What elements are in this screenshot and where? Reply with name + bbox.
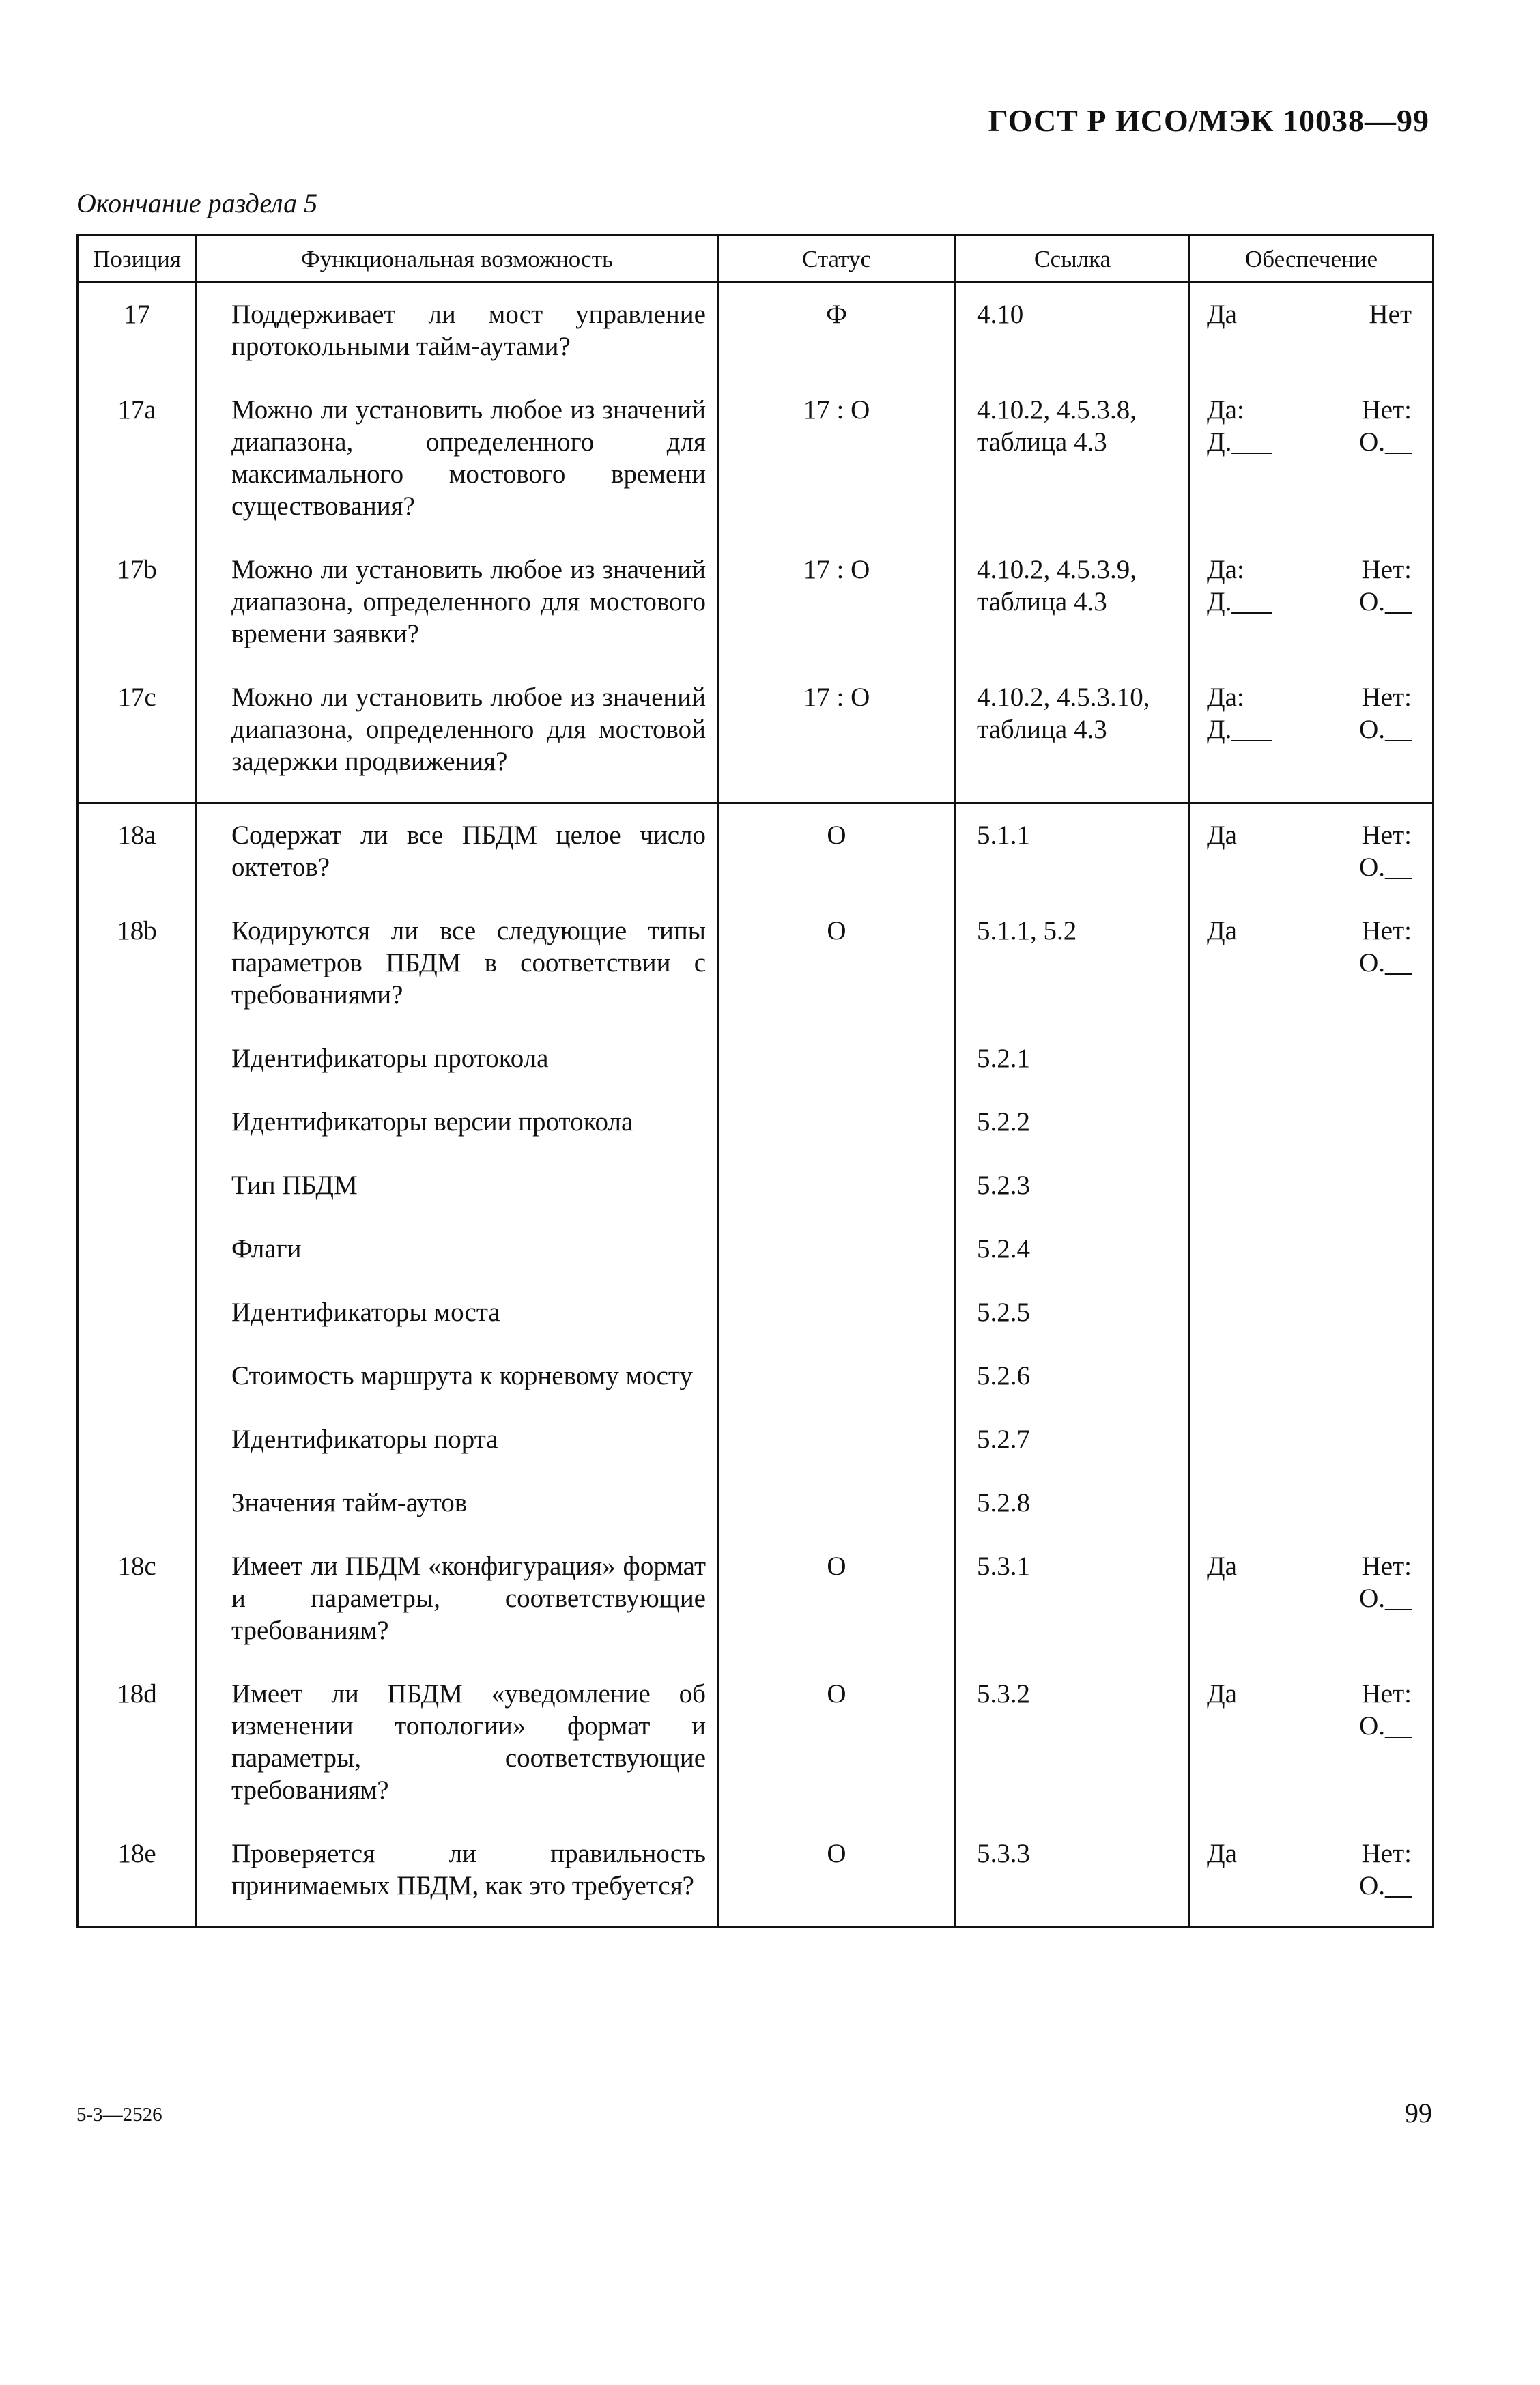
function-cell (197, 554, 718, 681)
no-detail: О.__ (1359, 427, 1412, 457)
position-cell (78, 1423, 197, 1487)
no-label: Нет: (1361, 1839, 1412, 1868)
section-caption: Окончание раздела 5 (76, 188, 318, 218)
no-label: Нет: (1361, 1552, 1412, 1581)
yes-label: Да: (1207, 395, 1244, 425)
no-detail: О.__ (1359, 1871, 1412, 1900)
status-cell: 17 : О (718, 554, 956, 681)
function-cell (197, 915, 718, 1042)
function-text: Идентификаторы версии протокола (231, 1107, 633, 1137)
table-row (78, 1042, 1434, 1106)
provision-line (1207, 554, 1412, 586)
column-header: Функциональная возможность (197, 235, 718, 283)
page-number: 99 (1405, 2098, 1432, 2128)
status-cell: О (718, 819, 956, 915)
no-detail: О.__ (1359, 715, 1412, 744)
reference-cell: 5.2.5 (956, 1296, 1190, 1360)
table-row (78, 1169, 1434, 1233)
provision-cell (1190, 1838, 1434, 1928)
function-cell (197, 298, 718, 394)
column-header: Обеспечение (1190, 235, 1434, 283)
no-label: Нет: (1361, 395, 1412, 425)
provision-cell (1190, 1233, 1434, 1296)
provision-cell (1190, 1296, 1434, 1360)
function-text: Поддерживает ли мост управление протокольными тайм-аутами? (231, 300, 706, 361)
status-cell: О (718, 1678, 956, 1838)
function-text: Идентификаторы порта (231, 1425, 498, 1454)
function-text: Стоимость маршрута к корневому мосту (231, 1361, 693, 1390)
column-header: Позиция (78, 235, 197, 283)
table-row (78, 1423, 1434, 1487)
yes-label: Да (1207, 1679, 1237, 1709)
table-row (78, 1550, 1434, 1678)
provision-cell (1190, 1360, 1434, 1423)
table-row (78, 1678, 1434, 1838)
table-row (78, 1233, 1434, 1296)
reference-cell: 5.1.1 (956, 819, 1190, 915)
provision-line (1207, 947, 1412, 979)
table-row (78, 1106, 1434, 1169)
provision-cell (1190, 554, 1434, 681)
table-row (78, 681, 1434, 803)
provision-line (1207, 681, 1412, 713)
provision-cell (1190, 1423, 1434, 1487)
provision-line (1207, 713, 1412, 745)
reference-cell: 5.3.2 (956, 1678, 1190, 1838)
status-cell (718, 1042, 956, 1106)
status-cell (718, 1106, 956, 1169)
provision-cell (1190, 1169, 1434, 1233)
function-cell (197, 819, 718, 915)
function-text: Кодируются ли все следующие типы параметров ПБДМ в соответствии с требованиями? (231, 916, 706, 1010)
provision-line (1207, 819, 1412, 851)
yes-label: Да (1207, 820, 1237, 850)
no-label: Нет: (1361, 555, 1412, 584)
function-text: Тип ПБДМ (231, 1171, 358, 1200)
provision-cell (1190, 1487, 1434, 1550)
position-cell: 18b (78, 915, 197, 1042)
yes-label: Да (1207, 916, 1237, 945)
provision-cell (1190, 1106, 1434, 1169)
yes-label: Да (1207, 1839, 1237, 1868)
position-cell: 18a (78, 819, 197, 915)
table-row (78, 1487, 1434, 1550)
function-text: Содержат ли все ПБДМ целое число октетов? (231, 820, 706, 882)
position-cell (78, 1233, 197, 1296)
position-cell: 17 (78, 298, 197, 394)
table-row (78, 819, 1434, 915)
function-cell (197, 1042, 718, 1106)
function-text: Имеет ли ПБДМ «уведомление об изменении топологии» формат и параметры, соответствующие требованиям? (231, 1679, 706, 1805)
provision-line (1207, 915, 1412, 947)
no-detail: О.__ (1359, 587, 1412, 616)
function-cell (197, 1233, 718, 1296)
provision-line (1207, 394, 1412, 426)
table-header-row (78, 235, 1434, 283)
function-cell (197, 1678, 718, 1838)
status-cell (718, 1169, 956, 1233)
yes-label: Да (1207, 300, 1237, 329)
status-cell: О (718, 1838, 956, 1928)
provision-cell (1190, 915, 1434, 1042)
status-cell: 17 : О (718, 681, 956, 803)
provision-cell (1190, 1550, 1434, 1678)
standard-designation: ГОСТ Р ИСО/МЭК 10038—99 (988, 103, 1429, 138)
function-cell (197, 1106, 718, 1169)
reference-cell: 4.10.2, 4.5.3.9, таблица 4.3 (956, 554, 1190, 681)
no-label: Нет: (1361, 1679, 1412, 1709)
no-label: Нет: (1361, 820, 1412, 850)
reference-cell: 5.2.4 (956, 1233, 1190, 1296)
function-text: Идентификаторы моста (231, 1298, 500, 1327)
column-header: Ссылка (956, 235, 1190, 283)
status-cell: О (718, 915, 956, 1042)
no-detail: О.__ (1359, 948, 1412, 977)
function-text: Можно ли установить любое из значений диапазона, определенного для максимального мостового времени существования? (231, 395, 706, 521)
table-row (78, 1838, 1434, 1928)
provision-line (1207, 851, 1412, 883)
position-cell (78, 1360, 197, 1423)
yes-label: Да: (1207, 555, 1244, 584)
status-cell (718, 1487, 956, 1550)
function-cell (197, 1296, 718, 1360)
function-text: Можно ли установить любое из значений диапазона, определенного для мостовой задержки продвижения? (231, 683, 706, 776)
function-cell (197, 1169, 718, 1233)
function-text: Идентификаторы протокола (231, 1044, 549, 1073)
no-label: Нет (1369, 300, 1412, 329)
column-header: Статус (718, 235, 956, 283)
status-cell: О (718, 1550, 956, 1678)
function-text: Проверяется ли правильность принимаемых ПБДМ, как это требуется? (231, 1839, 706, 1900)
function-cell (197, 1360, 718, 1423)
table-row (78, 1296, 1434, 1360)
provision-line (1207, 1870, 1412, 1902)
position-cell: 17a (78, 394, 197, 554)
position-cell (78, 1106, 197, 1169)
position-cell: 18e (78, 1838, 197, 1928)
provision-line (1207, 586, 1412, 618)
function-text: Значения тайм-аутов (231, 1488, 468, 1517)
yes-detail: Д.___ (1207, 587, 1272, 616)
no-detail: О.__ (1359, 1584, 1412, 1613)
no-label: Нет: (1361, 916, 1412, 945)
provision-line (1207, 298, 1412, 330)
provision-cell (1190, 1042, 1434, 1106)
yes-label: Да (1207, 1552, 1237, 1581)
table-row (78, 554, 1434, 681)
position-cell (78, 1042, 197, 1106)
reference-cell: 4.10.2, 4.5.3.10, таблица 4.3 (956, 681, 1190, 803)
reference-cell: 5.2.6 (956, 1360, 1190, 1423)
function-text: Можно ли установить любое из значений диапазона, определенного для мостового времени заявки? (231, 555, 706, 648)
reference-cell: 5.3.3 (956, 1838, 1190, 1928)
no-label: Нет: (1361, 683, 1412, 712)
provision-line (1207, 426, 1412, 458)
function-cell (197, 1838, 718, 1928)
position-cell (78, 1296, 197, 1360)
status-cell: 17 : О (718, 394, 956, 554)
provision-line (1207, 1550, 1412, 1582)
provision-line (1207, 1582, 1412, 1614)
provision-cell (1190, 394, 1434, 554)
reference-cell: 5.2.2 (956, 1106, 1190, 1169)
reference-cell: 5.2.3 (956, 1169, 1190, 1233)
function-cell (197, 681, 718, 803)
provision-cell (1190, 298, 1434, 394)
status-cell (718, 1233, 956, 1296)
conformance-table (76, 234, 1434, 1928)
status-cell (718, 1360, 956, 1423)
reference-cell: 4.10.2, 4.5.3.8, таблица 4.3 (956, 394, 1190, 554)
function-cell (197, 1550, 718, 1678)
provision-cell (1190, 1678, 1434, 1838)
table-row (78, 298, 1434, 394)
provision-cell (1190, 681, 1434, 803)
yes-label: Да: (1207, 683, 1244, 712)
no-detail: О.__ (1359, 1711, 1412, 1741)
position-cell: 18c (78, 1550, 197, 1678)
status-cell: Ф (718, 298, 956, 394)
table-row (78, 1360, 1434, 1423)
print-code: 5-3—2526 (76, 2104, 162, 2126)
reference-cell: 5.2.1 (956, 1042, 1190, 1106)
position-cell (78, 1487, 197, 1550)
function-text: Флаги (231, 1234, 302, 1263)
provision-line (1207, 1838, 1412, 1870)
no-detail: О.__ (1359, 853, 1412, 882)
provision-cell (1190, 819, 1434, 915)
position-cell (78, 1169, 197, 1233)
reference-cell: 5.1.1, 5.2 (956, 915, 1190, 1042)
reference-cell: 4.10 (956, 298, 1190, 394)
reference-cell: 5.3.1 (956, 1550, 1190, 1678)
status-cell (718, 1423, 956, 1487)
yes-detail: Д.___ (1207, 427, 1272, 457)
function-cell (197, 1423, 718, 1487)
table-row (78, 394, 1434, 554)
reference-cell: 5.2.8 (956, 1487, 1190, 1550)
yes-detail: Д.___ (1207, 715, 1272, 744)
provision-line (1207, 1678, 1412, 1710)
provision-line (1207, 1710, 1412, 1742)
status-cell (718, 1296, 956, 1360)
function-cell (197, 394, 718, 554)
position-cell: 17b (78, 554, 197, 681)
table-row (78, 915, 1434, 1042)
function-cell (197, 1487, 718, 1550)
reference-cell: 5.2.7 (956, 1423, 1190, 1487)
function-text: Имеет ли ПБДМ «конфигурация» формат и параметры, соответствующие требованиям? (231, 1552, 706, 1645)
position-cell: 18d (78, 1678, 197, 1838)
position-cell: 17c (78, 681, 197, 803)
